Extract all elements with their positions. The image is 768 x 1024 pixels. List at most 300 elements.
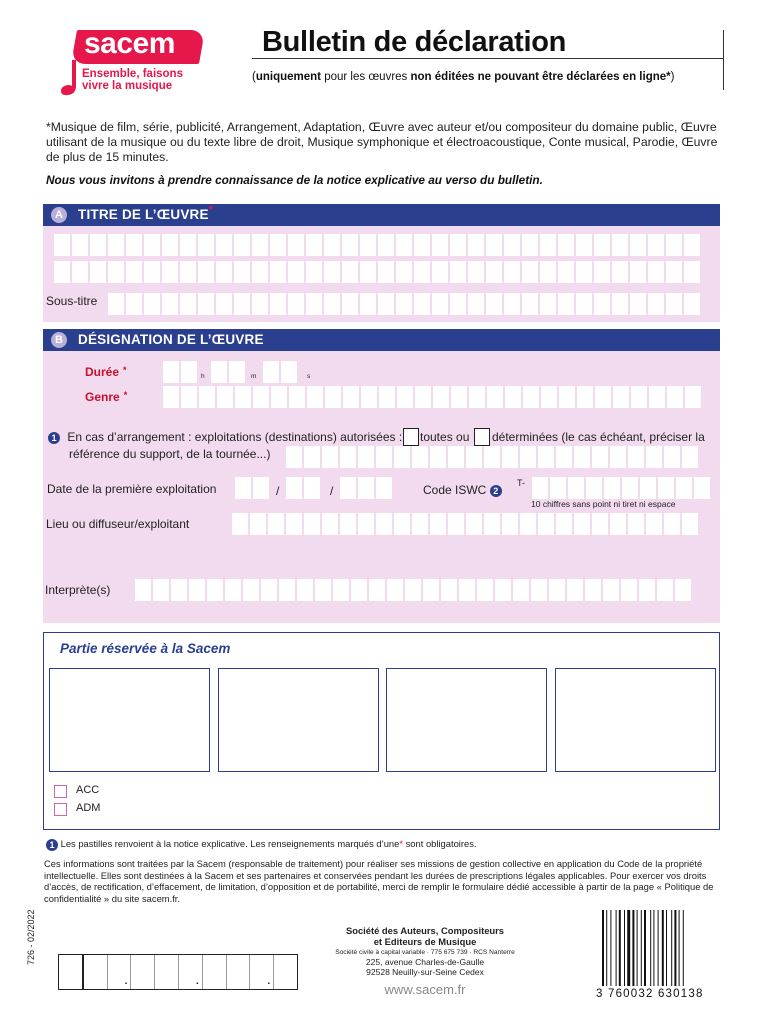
char-box[interactable] bbox=[225, 579, 241, 601]
char-box[interactable] bbox=[54, 261, 70, 283]
char-box[interactable] bbox=[612, 261, 628, 283]
music-note-icon bbox=[58, 60, 80, 100]
char-box[interactable] bbox=[595, 386, 611, 408]
sacem-reference-grid[interactable]: . . . bbox=[58, 954, 298, 990]
char-box[interactable] bbox=[532, 477, 548, 499]
char-box[interactable] bbox=[658, 477, 674, 499]
char-box[interactable] bbox=[466, 513, 482, 535]
char-box[interactable] bbox=[682, 446, 698, 468]
section-a-title: TITRE DE L’ŒUVRE* bbox=[78, 204, 214, 222]
char-box[interactable] bbox=[144, 293, 160, 315]
website-link[interactable]: www.sacem.fr bbox=[384, 982, 466, 997]
char-box[interactable] bbox=[342, 261, 358, 283]
char-box[interactable] bbox=[286, 446, 302, 468]
barcode-number: 3 760032 630138 bbox=[596, 988, 704, 1000]
char-box[interactable] bbox=[414, 234, 430, 256]
char-box[interactable] bbox=[378, 261, 394, 283]
char-box[interactable] bbox=[397, 386, 413, 408]
char-box[interactable] bbox=[324, 234, 340, 256]
intro-text: *Musique de film, série, publicité, Arrangement, Adaptation, Œuvre avec auteur et/ou compositeur du domaine public, Œuvre utilisant de la musique ou du texte libre de droit, Musique symphonique et électroacoustique, Conte musical, Parodie, Œuvre de plus de 15 minutes. bbox=[46, 120, 718, 164]
char-box[interactable] bbox=[243, 579, 259, 601]
title-input-row-1[interactable] bbox=[54, 234, 700, 256]
char-box[interactable] bbox=[340, 513, 356, 535]
char-box[interactable] bbox=[153, 579, 169, 601]
char-box[interactable] bbox=[648, 234, 664, 256]
char-box[interactable] bbox=[162, 293, 178, 315]
char-box[interactable] bbox=[448, 446, 464, 468]
section-b-title: DÉSIGNATION DE L’ŒUVRE bbox=[78, 332, 264, 347]
char-box[interactable] bbox=[306, 261, 322, 283]
char-box[interactable] bbox=[586, 477, 602, 499]
char-box[interactable] bbox=[126, 261, 142, 283]
char-box[interactable] bbox=[648, 261, 664, 283]
char-box[interactable] bbox=[171, 579, 187, 601]
char-box[interactable] bbox=[628, 446, 644, 468]
char-box[interactable] bbox=[466, 446, 482, 468]
char-box[interactable] bbox=[394, 513, 410, 535]
char-box[interactable] bbox=[252, 234, 268, 256]
char-box[interactable] bbox=[333, 579, 349, 601]
date-label: Date de la première exploitation bbox=[47, 482, 217, 496]
char-box[interactable] bbox=[432, 261, 448, 283]
char-box[interactable] bbox=[358, 477, 374, 499]
org-legal: Société civile à capital variable · 775 675 739 · RCS Nanterre bbox=[335, 949, 515, 956]
subtitle-input-row[interactable] bbox=[108, 293, 700, 315]
char-box[interactable] bbox=[495, 579, 511, 601]
char-box[interactable] bbox=[376, 446, 392, 468]
char-box[interactable] bbox=[162, 234, 178, 256]
char-box[interactable] bbox=[433, 386, 449, 408]
char-box[interactable] bbox=[396, 293, 412, 315]
interprete-input-row[interactable] bbox=[135, 579, 691, 601]
char-box[interactable] bbox=[468, 261, 484, 283]
char-box[interactable] bbox=[304, 446, 320, 468]
char-box[interactable] bbox=[594, 234, 610, 256]
char-box[interactable] bbox=[234, 261, 250, 283]
char-box[interactable] bbox=[234, 234, 250, 256]
char-box[interactable] bbox=[448, 513, 464, 535]
char-box[interactable] bbox=[610, 513, 626, 535]
char-box[interactable] bbox=[414, 293, 430, 315]
char-box[interactable] bbox=[126, 234, 142, 256]
privacy-notice: Ces informations sont traitées par la Sacem (responsable de traitement) pour réaliser ses missions de gestion collective en application du Code de la propriété intellectuelle. Elles sont destinées à la Sacem et ses partenaires et conservées pendant les durées de prescriptions légales applicables. Pour exercer vos droits d’accès, de rectification, d’effacement, de limitation, d’opposition et de portabilité, merci de remplir le formulaire dédié accessible à partir de la page « Politique de confidentialité » du site sacem.fr. bbox=[44, 858, 714, 904]
reserved-box-1[interactable] bbox=[49, 668, 210, 772]
char-box[interactable] bbox=[484, 513, 500, 535]
char-box[interactable] bbox=[340, 446, 356, 468]
genre-input-row[interactable] bbox=[163, 386, 701, 408]
arrangement-reference-input[interactable] bbox=[286, 446, 698, 468]
char-box[interactable] bbox=[253, 477, 269, 499]
char-box[interactable] bbox=[289, 386, 305, 408]
char-box[interactable] bbox=[263, 361, 279, 383]
char-box[interactable] bbox=[504, 293, 520, 315]
char-box[interactable] bbox=[279, 579, 295, 601]
section-a-header bbox=[43, 204, 720, 226]
determinees-checkbox[interactable] bbox=[474, 428, 490, 446]
char-box[interactable] bbox=[502, 513, 518, 535]
genre-label: Genre * bbox=[85, 390, 128, 404]
char-box[interactable] bbox=[306, 234, 322, 256]
char-box[interactable] bbox=[232, 513, 248, 535]
page-title: Bulletin de déclaration bbox=[262, 26, 567, 58]
char-box[interactable] bbox=[574, 513, 590, 535]
date-day-input[interactable] bbox=[235, 477, 269, 499]
title-input-row-2[interactable] bbox=[54, 261, 700, 283]
char-box[interactable] bbox=[484, 446, 500, 468]
char-box[interactable] bbox=[361, 386, 377, 408]
char-box[interactable] bbox=[271, 386, 287, 408]
char-box[interactable] bbox=[342, 234, 358, 256]
char-box[interactable] bbox=[360, 234, 376, 256]
char-box[interactable] bbox=[180, 261, 196, 283]
char-box[interactable] bbox=[234, 293, 250, 315]
char-box[interactable] bbox=[108, 293, 124, 315]
char-box[interactable] bbox=[664, 446, 680, 468]
char-box[interactable] bbox=[378, 234, 394, 256]
char-box[interactable] bbox=[558, 261, 574, 283]
char-box[interactable] bbox=[253, 386, 269, 408]
char-box[interactable] bbox=[180, 293, 196, 315]
char-box[interactable] bbox=[666, 261, 682, 283]
char-box[interactable] bbox=[199, 386, 215, 408]
char-box[interactable] bbox=[522, 293, 538, 315]
char-box[interactable] bbox=[666, 293, 682, 315]
char-box[interactable] bbox=[322, 446, 338, 468]
char-box[interactable] bbox=[523, 386, 539, 408]
char-box[interactable] bbox=[379, 386, 395, 408]
char-box[interactable] bbox=[414, 261, 430, 283]
logo-word: sacem bbox=[84, 27, 175, 60]
iswc-input-row[interactable] bbox=[532, 477, 710, 499]
char-box[interactable] bbox=[351, 579, 367, 601]
char-box[interactable] bbox=[630, 234, 646, 256]
org-name-line2: et Editeurs de Musique bbox=[373, 936, 477, 947]
char-box[interactable] bbox=[469, 386, 485, 408]
unit-hours: h bbox=[201, 373, 205, 380]
char-box[interactable] bbox=[450, 261, 466, 283]
char-box[interactable] bbox=[288, 234, 304, 256]
char-box[interactable] bbox=[666, 234, 682, 256]
title-divider bbox=[252, 58, 724, 59]
char-box[interactable] bbox=[405, 579, 421, 601]
char-box[interactable] bbox=[568, 477, 584, 499]
char-box[interactable] bbox=[90, 261, 106, 283]
char-box[interactable] bbox=[610, 446, 626, 468]
section-a-letter: A bbox=[51, 207, 67, 223]
char-box[interactable] bbox=[250, 513, 266, 535]
char-box[interactable] bbox=[235, 386, 251, 408]
char-box[interactable] bbox=[694, 477, 710, 499]
char-box[interactable] bbox=[376, 477, 392, 499]
notice-ref-1-badge: 1 bbox=[48, 432, 60, 444]
char-box[interactable] bbox=[612, 293, 628, 315]
char-box[interactable] bbox=[54, 234, 70, 256]
char-box[interactable] bbox=[108, 234, 124, 256]
char-box[interactable] bbox=[684, 234, 700, 256]
reserved-box-2[interactable] bbox=[218, 668, 379, 772]
char-box[interactable] bbox=[592, 446, 608, 468]
char-box[interactable] bbox=[541, 386, 557, 408]
char-box[interactable] bbox=[685, 386, 701, 408]
char-box[interactable] bbox=[676, 477, 692, 499]
char-box[interactable] bbox=[646, 446, 662, 468]
char-box[interactable] bbox=[412, 513, 428, 535]
char-box[interactable] bbox=[667, 386, 683, 408]
char-box[interactable] bbox=[181, 361, 197, 383]
char-box[interactable] bbox=[594, 261, 610, 283]
char-box[interactable] bbox=[538, 446, 554, 468]
char-box[interactable] bbox=[585, 579, 601, 601]
char-box[interactable] bbox=[505, 386, 521, 408]
char-box[interactable] bbox=[450, 234, 466, 256]
char-box[interactable] bbox=[211, 361, 227, 383]
char-box[interactable] bbox=[207, 579, 223, 601]
char-box[interactable] bbox=[198, 293, 214, 315]
char-box[interactable] bbox=[288, 293, 304, 315]
arrangement-line: 1 En cas d’arrangement : exploitations (destinations) autorisées : bbox=[48, 430, 402, 444]
char-box[interactable] bbox=[631, 386, 647, 408]
char-box[interactable] bbox=[630, 293, 646, 315]
char-box[interactable] bbox=[135, 579, 151, 601]
char-box[interactable] bbox=[504, 234, 520, 256]
char-box[interactable] bbox=[574, 446, 590, 468]
char-box[interactable] bbox=[268, 513, 284, 535]
reserved-box-3[interactable] bbox=[386, 668, 547, 772]
char-box[interactable] bbox=[558, 293, 574, 315]
char-box[interactable] bbox=[315, 579, 331, 601]
adm-label: ADM bbox=[76, 802, 101, 814]
char-box[interactable] bbox=[513, 579, 529, 601]
char-box[interactable] bbox=[682, 513, 698, 535]
char-box[interactable] bbox=[459, 579, 475, 601]
char-box[interactable] bbox=[468, 234, 484, 256]
iswc-hint: 10 chiffres sans point ni tiret ni espace bbox=[531, 499, 676, 509]
char-box[interactable] bbox=[549, 579, 565, 601]
char-box[interactable] bbox=[522, 261, 538, 283]
char-box[interactable] bbox=[657, 579, 673, 601]
char-box[interactable] bbox=[603, 579, 619, 601]
char-box[interactable] bbox=[504, 261, 520, 283]
char-box[interactable] bbox=[684, 261, 700, 283]
char-box[interactable] bbox=[613, 386, 629, 408]
char-box[interactable] bbox=[217, 386, 233, 408]
char-box[interactable] bbox=[358, 513, 374, 535]
char-box[interactable] bbox=[648, 293, 664, 315]
char-box[interactable] bbox=[90, 234, 106, 256]
char-box[interactable] bbox=[378, 293, 394, 315]
char-box[interactable] bbox=[640, 477, 656, 499]
char-box[interactable] bbox=[369, 579, 385, 601]
char-box[interactable] bbox=[556, 446, 572, 468]
date-year-input[interactable] bbox=[340, 477, 392, 499]
org-address-block bbox=[330, 925, 520, 997]
char-box[interactable] bbox=[649, 386, 665, 408]
char-box[interactable] bbox=[556, 513, 572, 535]
char-box[interactable] bbox=[108, 261, 124, 283]
char-box[interactable] bbox=[646, 513, 662, 535]
char-box[interactable] bbox=[72, 234, 88, 256]
adm-checkbox[interactable] bbox=[54, 803, 67, 816]
char-box[interactable] bbox=[423, 579, 439, 601]
org-address-1: 225, avenue Charles-de-Gaulle bbox=[365, 957, 485, 967]
lieu-input-row[interactable] bbox=[232, 513, 698, 535]
char-box[interactable] bbox=[387, 579, 403, 601]
char-box[interactable] bbox=[487, 386, 503, 408]
char-box[interactable] bbox=[229, 361, 245, 383]
sacem-logo bbox=[58, 27, 203, 98]
toutes-label: toutes ou bbox=[420, 430, 470, 444]
char-box[interactable] bbox=[432, 293, 448, 315]
acc-checkbox[interactable] bbox=[54, 785, 67, 798]
char-box[interactable] bbox=[144, 261, 160, 283]
char-box[interactable] bbox=[252, 261, 268, 283]
char-box[interactable] bbox=[520, 446, 536, 468]
char-box[interactable] bbox=[261, 579, 277, 601]
char-box[interactable] bbox=[639, 579, 655, 601]
char-box[interactable] bbox=[163, 386, 179, 408]
duree-label: Durée * bbox=[85, 365, 127, 379]
char-box[interactable] bbox=[181, 386, 197, 408]
char-box[interactable] bbox=[396, 234, 412, 256]
char-box[interactable] bbox=[162, 261, 178, 283]
char-box[interactable] bbox=[360, 261, 376, 283]
char-box[interactable] bbox=[322, 513, 338, 535]
char-box[interactable] bbox=[486, 293, 502, 315]
char-box[interactable] bbox=[324, 293, 340, 315]
char-box[interactable] bbox=[288, 261, 304, 283]
char-box[interactable] bbox=[306, 293, 322, 315]
char-box[interactable] bbox=[281, 361, 297, 383]
char-box[interactable] bbox=[538, 513, 554, 535]
char-box[interactable] bbox=[468, 293, 484, 315]
char-box[interactable] bbox=[286, 477, 302, 499]
char-box[interactable] bbox=[286, 513, 302, 535]
notice-ref-badge: 1 bbox=[46, 839, 58, 851]
char-box[interactable] bbox=[540, 293, 556, 315]
char-box[interactable] bbox=[451, 386, 467, 408]
char-box[interactable] bbox=[522, 234, 538, 256]
char-box[interactable] bbox=[189, 579, 205, 601]
duree-hours-input[interactable] bbox=[163, 361, 197, 383]
char-box[interactable] bbox=[540, 234, 556, 256]
interprete-label: Interprète(s) bbox=[45, 583, 111, 597]
char-box[interactable] bbox=[430, 513, 446, 535]
duree-minutes-input[interactable] bbox=[211, 361, 245, 383]
char-box[interactable] bbox=[604, 477, 620, 499]
char-box[interactable] bbox=[612, 234, 628, 256]
char-box[interactable] bbox=[126, 293, 142, 315]
char-box[interactable] bbox=[325, 386, 341, 408]
char-box[interactable] bbox=[664, 513, 680, 535]
notice-text: Nous vous invitons à prendre connaissance de la notice explicative au verso du bulletin. bbox=[46, 173, 543, 187]
char-box[interactable] bbox=[628, 513, 644, 535]
char-box[interactable] bbox=[163, 361, 179, 383]
date-month-input[interactable] bbox=[286, 477, 320, 499]
char-box[interactable] bbox=[502, 446, 518, 468]
char-box[interactable] bbox=[360, 293, 376, 315]
char-box[interactable] bbox=[594, 293, 610, 315]
arrangement-reference-label: référence du support, de la tournée...) bbox=[69, 447, 271, 461]
char-box[interactable] bbox=[358, 446, 374, 468]
char-box[interactable] bbox=[394, 446, 410, 468]
char-box[interactable] bbox=[144, 234, 160, 256]
char-box[interactable] bbox=[477, 579, 493, 601]
duree-seconds-input[interactable] bbox=[263, 361, 297, 383]
char-box[interactable] bbox=[432, 234, 448, 256]
char-box[interactable] bbox=[531, 579, 547, 601]
char-box[interactable] bbox=[198, 234, 214, 256]
char-box[interactable] bbox=[576, 293, 592, 315]
char-box[interactable] bbox=[576, 234, 592, 256]
unit-seconds: s bbox=[307, 373, 311, 380]
char-box[interactable] bbox=[622, 477, 638, 499]
char-box[interactable] bbox=[540, 261, 556, 283]
acc-label: ACC bbox=[76, 784, 100, 796]
char-box[interactable] bbox=[235, 477, 251, 499]
char-box[interactable] bbox=[270, 293, 286, 315]
char-box[interactable] bbox=[520, 513, 536, 535]
char-box[interactable] bbox=[577, 386, 593, 408]
char-box[interactable] bbox=[252, 293, 268, 315]
barcode-image bbox=[600, 910, 716, 986]
char-box[interactable] bbox=[307, 386, 323, 408]
char-box[interactable] bbox=[198, 261, 214, 283]
char-box[interactable] bbox=[180, 234, 196, 256]
char-box[interactable] bbox=[592, 513, 608, 535]
char-box[interactable] bbox=[558, 234, 574, 256]
char-box[interactable] bbox=[342, 293, 358, 315]
org-name-line1: Société des Auteurs, Compositeurs bbox=[345, 925, 505, 936]
char-box[interactable] bbox=[340, 477, 356, 499]
char-box[interactable] bbox=[576, 261, 592, 283]
char-box[interactable] bbox=[216, 293, 232, 315]
char-box[interactable] bbox=[559, 386, 575, 408]
char-box[interactable] bbox=[343, 386, 359, 408]
title-divider-vertical bbox=[723, 30, 724, 90]
char-box[interactable] bbox=[376, 513, 392, 535]
reserved-box-4[interactable] bbox=[555, 668, 716, 772]
char-box[interactable] bbox=[486, 261, 502, 283]
toutes-checkbox[interactable] bbox=[403, 428, 419, 446]
char-box[interactable] bbox=[297, 579, 313, 601]
char-box[interactable] bbox=[567, 579, 583, 601]
char-box[interactable] bbox=[550, 477, 566, 499]
char-box[interactable] bbox=[72, 261, 88, 283]
char-box[interactable] bbox=[675, 579, 691, 601]
iswc-label: Code ISWC 2 bbox=[423, 483, 502, 497]
char-box[interactable] bbox=[304, 477, 320, 499]
char-box[interactable] bbox=[324, 261, 340, 283]
notice-ref-2-badge: 2 bbox=[490, 485, 502, 497]
char-box[interactable] bbox=[430, 446, 446, 468]
char-box[interactable] bbox=[415, 386, 431, 408]
date-separator: / bbox=[330, 484, 334, 498]
char-box[interactable] bbox=[412, 446, 428, 468]
char-box[interactable] bbox=[270, 261, 286, 283]
char-box[interactable] bbox=[441, 579, 457, 601]
char-box[interactable] bbox=[684, 293, 700, 315]
char-box[interactable] bbox=[396, 261, 412, 283]
char-box[interactable] bbox=[486, 234, 502, 256]
char-box[interactable] bbox=[216, 261, 232, 283]
iswc-prefix: T- bbox=[517, 478, 525, 488]
char-box[interactable] bbox=[270, 234, 286, 256]
char-box[interactable] bbox=[450, 293, 466, 315]
char-box[interactable] bbox=[216, 234, 232, 256]
char-box[interactable] bbox=[630, 261, 646, 283]
char-box[interactable] bbox=[304, 513, 320, 535]
char-box[interactable] bbox=[621, 579, 637, 601]
